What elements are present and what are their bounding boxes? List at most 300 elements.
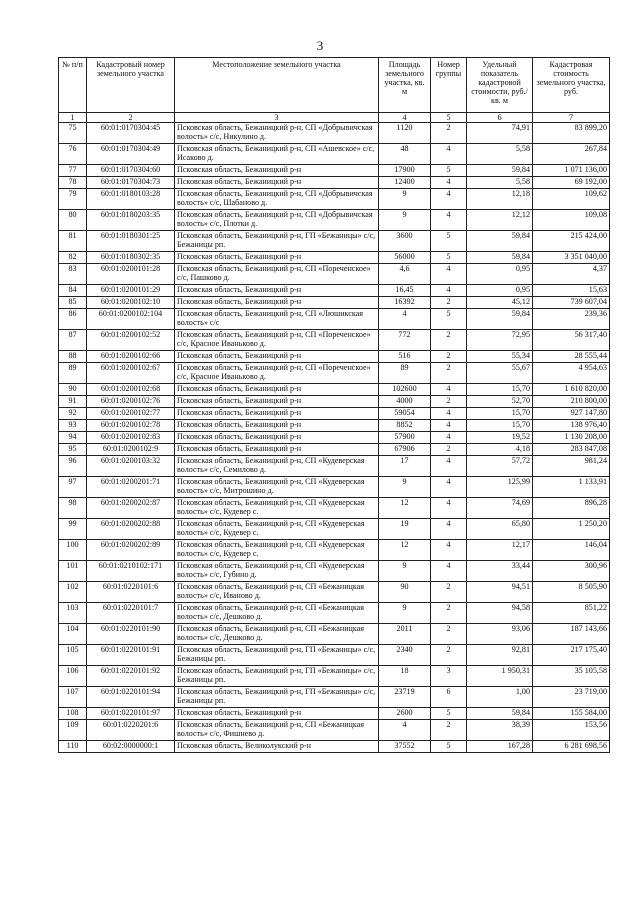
group-number: 5 (431, 708, 467, 720)
cadastral-value: 210 800,00 (533, 396, 610, 408)
unit-rate: 15,70 (467, 420, 533, 432)
cadastral-number: 60:01:0200201:71 (87, 477, 175, 498)
row-number: 94 (59, 432, 87, 444)
row-number: 107 (59, 687, 87, 708)
column-number: 7 (533, 113, 610, 123)
cadastral-number: 60:01:0200102:77 (87, 408, 175, 420)
header-area: Площадь земельного участка, кв. м (379, 58, 431, 113)
location: Псковская область, Бежаницкий р-н, СП «Бежаницкая волость» с/с, Дешково д. (175, 624, 379, 645)
table-row (59, 210, 610, 231)
row-number: 80 (59, 210, 87, 231)
table-row (59, 498, 610, 519)
table-row (59, 720, 610, 741)
location: Псковская область, Бежаницкий р-н, СП «Добрывичская волость» с/с, Никулино д. (175, 123, 379, 144)
area: 18 (379, 666, 431, 687)
cadastral-value: 217 175,40 (533, 645, 610, 666)
table-row (59, 420, 610, 432)
cadastral-number: 60:01:0200102:76 (87, 396, 175, 408)
row-number: 105 (59, 645, 87, 666)
cadastral-value: 138 976,40 (533, 420, 610, 432)
group-number: 2 (431, 363, 467, 384)
unit-rate: 12,17 (467, 540, 533, 561)
column-number: 1 (59, 113, 87, 123)
cadastral-number: 60:01:0200102:104 (87, 309, 175, 330)
cadastral-number: 60:01:0170304:73 (87, 177, 175, 189)
unit-rate: 15,70 (467, 408, 533, 420)
location: Псковская область, Бежаницкий р-н (175, 252, 379, 264)
area: 2340 (379, 645, 431, 666)
table-row (59, 297, 610, 309)
cadastral-value: 896,28 (533, 498, 610, 519)
area: 9 (379, 189, 431, 210)
table-row (59, 708, 610, 720)
cadastral-value-table (58, 57, 610, 753)
location: Псковская область, Бежаницкий р-н (175, 408, 379, 420)
row-number: 85 (59, 297, 87, 309)
group-number: 4 (431, 210, 467, 231)
table-row (59, 252, 610, 264)
location: Псковская область, Бежаницкий р-н (175, 708, 379, 720)
unit-rate: 72,95 (467, 330, 533, 351)
table-row (59, 351, 610, 363)
cadastral-number: 60:01:0170304:49 (87, 144, 175, 165)
group-number: 3 (431, 666, 467, 687)
row-number: 79 (59, 189, 87, 210)
row-number: 106 (59, 666, 87, 687)
table-row (59, 309, 610, 330)
unit-rate: 4,18 (467, 444, 533, 456)
area: 57900 (379, 432, 431, 444)
cadastral-number: 60:01:0170304:45 (87, 123, 175, 144)
row-number: 103 (59, 603, 87, 624)
cadastral-number: 60:01:0180301:25 (87, 231, 175, 252)
unit-rate: 33,44 (467, 561, 533, 582)
cadastral-value: 83 899,20 (533, 123, 610, 144)
area: 90 (379, 582, 431, 603)
unit-rate: 93,06 (467, 624, 533, 645)
row-number: 81 (59, 231, 87, 252)
location: Псковская область, Бежаницкий р-н, ГП «Бежаницы» с/с, Бежаницы рп. (175, 231, 379, 252)
table-row (59, 264, 610, 285)
unit-rate: 45,12 (467, 297, 533, 309)
unit-rate: 5,58 (467, 144, 533, 165)
group-number: 2 (431, 297, 467, 309)
location: Псковская область, Бежаницкий р-н (175, 420, 379, 432)
row-number: 92 (59, 408, 87, 420)
table-row (59, 285, 610, 297)
row-number: 104 (59, 624, 87, 645)
cadastral-number: 60:01:0220101:91 (87, 645, 175, 666)
table-row (59, 477, 610, 498)
column-number-row (59, 113, 610, 123)
column-number: 5 (431, 113, 467, 123)
group-number: 4 (431, 432, 467, 444)
cadastral-number: 60:01:0200102:66 (87, 351, 175, 363)
table-row (59, 231, 610, 252)
cadastral-number: 60:01:0200102:9 (87, 444, 175, 456)
column-number: 6 (467, 113, 533, 123)
row-number: 83 (59, 264, 87, 285)
cadastral-number: 60:01:0200102:67 (87, 363, 175, 384)
area: 3600 (379, 231, 431, 252)
row-number: 84 (59, 285, 87, 297)
location: Псковская область, Бежаницкий р-н, СП «Кудеверская волость» с/с, Кудевер с. (175, 498, 379, 519)
location: Псковская область, Бежаницкий р-н, СП «Кудеверская волость» с/с, Семилово д. (175, 456, 379, 477)
cadastral-value: 35 105,58 (533, 666, 610, 687)
group-number: 2 (431, 396, 467, 408)
cadastral-number: 60:01:0200101:29 (87, 285, 175, 297)
unit-rate: 1,00 (467, 687, 533, 708)
group-number: 2 (431, 624, 467, 645)
unit-rate: 59,84 (467, 165, 533, 177)
row-number: 88 (59, 351, 87, 363)
cadastral-value: 927 147,80 (533, 408, 610, 420)
cadastral-number: 60:01:0220101:97 (87, 708, 175, 720)
location: Псковская область, Бежаницкий р-н (175, 396, 379, 408)
area: 89 (379, 363, 431, 384)
group-number: 4 (431, 144, 467, 165)
location: Псковская область, Бежаницкий р-н, СП «Пореченское» с/с, Красное Иваньково д. (175, 330, 379, 351)
row-number: 101 (59, 561, 87, 582)
unit-rate: 74,69 (467, 498, 533, 519)
table-row (59, 561, 610, 582)
location: Псковская область, Бежаницкий р-н (175, 165, 379, 177)
cadastral-number: 60:01:0200101:28 (87, 264, 175, 285)
group-number: 4 (431, 477, 467, 498)
cadastral-value: 6 281 698,56 (533, 741, 610, 753)
unit-rate: 12,12 (467, 210, 533, 231)
cadastral-value: 1 610 820,00 (533, 384, 610, 396)
table-row (59, 519, 610, 540)
table-row (59, 384, 610, 396)
group-number: 2 (431, 645, 467, 666)
group-number: 4 (431, 561, 467, 582)
area: 17900 (379, 165, 431, 177)
cadastral-number: 60:01:0200202:88 (87, 519, 175, 540)
area: 12400 (379, 177, 431, 189)
cadastral-value: 146,04 (533, 540, 610, 561)
cadastral-value: 215 424,00 (533, 231, 610, 252)
location: Псковская область, Бежаницкий р-н (175, 432, 379, 444)
area: 4,6 (379, 264, 431, 285)
group-number: 4 (431, 384, 467, 396)
group-number: 5 (431, 741, 467, 753)
row-number: 100 (59, 540, 87, 561)
cadastral-value: 56 317,40 (533, 330, 610, 351)
unit-rate: 57,72 (467, 456, 533, 477)
location: Псковская область, Бежаницкий р-н, ГП «Бежаницы» с/с, Бежаницы рп. (175, 687, 379, 708)
table-row (59, 432, 610, 444)
location: Псковская область, Бежаницкий р-н, ГП «Бежаницы» с/с, Бежаницы рп. (175, 645, 379, 666)
group-number: 4 (431, 408, 467, 420)
unit-rate: 59,84 (467, 708, 533, 720)
table-row (59, 123, 610, 144)
location: Псковская область, Бежаницкий р-н, ГП «Бежаницы» с/с, Бежаницы рп. (175, 666, 379, 687)
row-number: 82 (59, 252, 87, 264)
location: Псковская область, Бежаницкий р-н, СП «Люшикская волость» с/с (175, 309, 379, 330)
cadastral-value: 155 584,00 (533, 708, 610, 720)
group-number: 2 (431, 582, 467, 603)
group-number: 4 (431, 285, 467, 297)
unit-rate: 167,28 (467, 741, 533, 753)
group-number: 4 (431, 456, 467, 477)
cadastral-number: 60:01:0170304:60 (87, 165, 175, 177)
header-location: Местоположение земельного участка (175, 58, 379, 113)
row-number: 75 (59, 123, 87, 144)
row-number: 76 (59, 144, 87, 165)
area: 9 (379, 603, 431, 624)
cadastral-number: 60:01:0200103:32 (87, 456, 175, 477)
group-number: 4 (431, 498, 467, 519)
location: Псковская область, Бежаницкий р-н, СП «Кудеверская волость» с/с, Губино д. (175, 561, 379, 582)
cadastral-number: 60:01:0210102:171 (87, 561, 175, 582)
cadastral-number: 60:01:0220201:6 (87, 720, 175, 741)
group-number: 6 (431, 687, 467, 708)
row-number: 96 (59, 456, 87, 477)
location: Псковская область, Бежаницкий р-н, СП «Бежаницкая волость» с/с, Дешково д. (175, 603, 379, 624)
group-number: 5 (431, 231, 467, 252)
cadastral-number: 60:02:0000000:1 (87, 741, 175, 753)
cadastral-value: 15,63 (533, 285, 610, 297)
cadastral-value: 4,37 (533, 264, 610, 285)
location: Псковская область, Бежаницкий р-н (175, 444, 379, 456)
group-number: 4 (431, 189, 467, 210)
table-row (59, 177, 610, 189)
cadastral-number: 60:01:0220101:94 (87, 687, 175, 708)
cadastral-number: 60:01:0220101:90 (87, 624, 175, 645)
unit-rate: 74,91 (467, 123, 533, 144)
unit-rate: 38,39 (467, 720, 533, 741)
area: 102600 (379, 384, 431, 396)
area: 19 (379, 519, 431, 540)
unit-rate: 55,34 (467, 351, 533, 363)
location: Псковская область, Бежаницкий р-н, СП «Бежаницкая волость» с/с, Иваново д. (175, 582, 379, 603)
location: Псковская область, Бежаницкий р-н (175, 351, 379, 363)
cadastral-number: 60:01:0200202:87 (87, 498, 175, 519)
location: Псковская область, Бежаницкий р-н, СП «Ашевское» с/с, Исаково д. (175, 144, 379, 165)
cadastral-value: 8 505,90 (533, 582, 610, 603)
table-row (59, 624, 610, 645)
area: 1120 (379, 123, 431, 144)
group-number: 5 (431, 165, 467, 177)
location: Псковская область, Бежаницкий р-н, СП «Пореченское» с/с, Красное Иваньково д. (175, 363, 379, 384)
header-unit-rate: Удельный показатель кадастровой стоимости, руб./кв. м (467, 58, 533, 113)
area: 16392 (379, 297, 431, 309)
unit-rate: 19,52 (467, 432, 533, 444)
table-row (59, 666, 610, 687)
cadastral-number: 60:01:0180302:35 (87, 252, 175, 264)
cadastral-value: 23 719,00 (533, 687, 610, 708)
cadastral-value: 851,22 (533, 603, 610, 624)
group-number: 2 (431, 330, 467, 351)
unit-rate: 94,58 (467, 603, 533, 624)
area: 16,45 (379, 285, 431, 297)
cadastral-number: 60:01:0200102:52 (87, 330, 175, 351)
group-number: 4 (431, 519, 467, 540)
table-row (59, 189, 610, 210)
cadastral-value: 1 250,20 (533, 519, 610, 540)
area: 9 (379, 210, 431, 231)
header-number: № п/п (59, 58, 87, 113)
table-row (59, 363, 610, 384)
location: Псковская область, Бежаницкий р-н, СП «Кудеверская волость» с/с, Кудевер с. (175, 519, 379, 540)
unit-rate: 92,81 (467, 645, 533, 666)
group-number: 2 (431, 720, 467, 741)
cadastral-value: 1 133,91 (533, 477, 610, 498)
cadastral-number: 60:01:0200102:83 (87, 432, 175, 444)
row-number: 89 (59, 363, 87, 384)
group-number: 5 (431, 309, 467, 330)
cadastral-value: 1 071 136,00 (533, 165, 610, 177)
cadastral-value: 300,96 (533, 561, 610, 582)
location: Псковская область, Бежаницкий р-н (175, 285, 379, 297)
unit-rate: 0,95 (467, 264, 533, 285)
table-row (59, 645, 610, 666)
column-number: 2 (87, 113, 175, 123)
unit-rate: 59,84 (467, 252, 533, 264)
row-number: 102 (59, 582, 87, 603)
table-row (59, 330, 610, 351)
area: 4 (379, 720, 431, 741)
row-number: 90 (59, 384, 87, 396)
area: 9 (379, 561, 431, 582)
location: Псковская область, Бежаницкий р-н (175, 177, 379, 189)
location: Псковская область, Бежаницкий р-н, СП «Пореченское» с/с, Пашково д. (175, 264, 379, 285)
group-number: 2 (431, 351, 467, 363)
unit-rate: 15,70 (467, 384, 533, 396)
area: 516 (379, 351, 431, 363)
row-number: 98 (59, 498, 87, 519)
area: 12 (379, 540, 431, 561)
cadastral-value: 109,62 (533, 189, 610, 210)
row-number: 77 (59, 165, 87, 177)
location: Псковская область, Бежаницкий р-н, СП «Бежаницкая волость» с/с, Фишнево д. (175, 720, 379, 741)
area: 8852 (379, 420, 431, 432)
unit-rate: 55,67 (467, 363, 533, 384)
unit-rate: 65,80 (467, 519, 533, 540)
group-number: 2 (431, 603, 467, 624)
table-row (59, 144, 610, 165)
group-number: 4 (431, 264, 467, 285)
table-row (59, 603, 610, 624)
area: 4 (379, 309, 431, 330)
area: 17 (379, 456, 431, 477)
table-row (59, 396, 610, 408)
unit-rate: 1 950,31 (467, 666, 533, 687)
location: Псковская область, Великолукский р-н (175, 741, 379, 753)
area: 772 (379, 330, 431, 351)
table-row (59, 741, 610, 753)
group-number: 4 (431, 540, 467, 561)
area: 4000 (379, 396, 431, 408)
table-body (59, 123, 610, 753)
cadastral-value: 153,56 (533, 720, 610, 741)
header-cadastral-number: Кадастровый номер земельного участка (87, 58, 175, 113)
unit-rate: 5,58 (467, 177, 533, 189)
cadastral-number: 60:01:0200102:10 (87, 297, 175, 309)
cadastral-value: 109,08 (533, 210, 610, 231)
cadastral-number: 60:01:0220101:92 (87, 666, 175, 687)
column-number: 3 (175, 113, 379, 123)
area: 48 (379, 144, 431, 165)
unit-rate: 94,51 (467, 582, 533, 603)
table-row (59, 456, 610, 477)
table-row (59, 165, 610, 177)
group-number: 5 (431, 252, 467, 264)
cadastral-value: 187 143,66 (533, 624, 610, 645)
row-number: 95 (59, 444, 87, 456)
column-number: 4 (379, 113, 431, 123)
cadastral-number: 60:01:0220101:7 (87, 603, 175, 624)
cadastral-value: 981,24 (533, 456, 610, 477)
unit-rate: 59,84 (467, 309, 533, 330)
area: 2011 (379, 624, 431, 645)
unit-rate: 125,99 (467, 477, 533, 498)
page-number: 3 (316, 38, 324, 53)
area: 23719 (379, 687, 431, 708)
table-row (59, 540, 610, 561)
cadastral-value: 739 607,04 (533, 297, 610, 309)
row-number: 109 (59, 720, 87, 741)
cadastral-number: 60:01:0200202:89 (87, 540, 175, 561)
group-number: 2 (431, 123, 467, 144)
table-row (59, 444, 610, 456)
unit-rate: 59,84 (467, 231, 533, 252)
group-number: 2 (431, 444, 467, 456)
area: 37552 (379, 741, 431, 753)
cadastral-value: 4 954,63 (533, 363, 610, 384)
cadastral-value: 1 130 208,00 (533, 432, 610, 444)
header-group: Номер группы (431, 58, 467, 113)
area: 67906 (379, 444, 431, 456)
area: 56000 (379, 252, 431, 264)
location: Псковская область, Бежаницкий р-н, СП «Кудеверская волость» с/с, Кудевер с. (175, 540, 379, 561)
cadastral-number: 60:01:0200102:68 (87, 384, 175, 396)
cadastral-value: 3 351 040,00 (533, 252, 610, 264)
cadastral-value: 69 192,00 (533, 177, 610, 189)
cadastral-number: 60:01:0180203:35 (87, 210, 175, 231)
table-row (59, 687, 610, 708)
group-number: 4 (431, 420, 467, 432)
location: Псковская область, Бежаницкий р-н (175, 297, 379, 309)
cadastral-value: 283 847,08 (533, 444, 610, 456)
cadastral-value: 239,36 (533, 309, 610, 330)
location: Псковская область, Бежаницкий р-н, СП «Добрывичская волость» с/с, Шабаново д. (175, 189, 379, 210)
area: 9 (379, 477, 431, 498)
area: 59054 (379, 408, 431, 420)
row-number: 110 (59, 741, 87, 753)
row-number: 87 (59, 330, 87, 351)
unit-rate: 0,95 (467, 285, 533, 297)
cadastral-number: 60:01:0180103:28 (87, 189, 175, 210)
row-number: 108 (59, 708, 87, 720)
area: 2600 (379, 708, 431, 720)
row-number: 93 (59, 420, 87, 432)
unit-rate: 12,18 (467, 189, 533, 210)
row-number: 99 (59, 519, 87, 540)
group-number: 4 (431, 177, 467, 189)
row-number: 91 (59, 396, 87, 408)
row-number: 97 (59, 477, 87, 498)
location: Псковская область, Бежаницкий р-н, СП «Добрывичская волость» с/с, Плотки д. (175, 210, 379, 231)
location: Псковская область, Бежаницкий р-н, СП «Кудеверская волость» с/с, Митрошино д. (175, 477, 379, 498)
location: Псковская область, Бежаницкий р-н (175, 384, 379, 396)
unit-rate: 52,70 (467, 396, 533, 408)
cadastral-value: 28 555,44 (533, 351, 610, 363)
table-row (59, 582, 610, 603)
header-cadastral-value: Кадастровая стоимость земельного участка, руб. (533, 58, 610, 113)
cadastral-number: 60:01:0220101:6 (87, 582, 175, 603)
